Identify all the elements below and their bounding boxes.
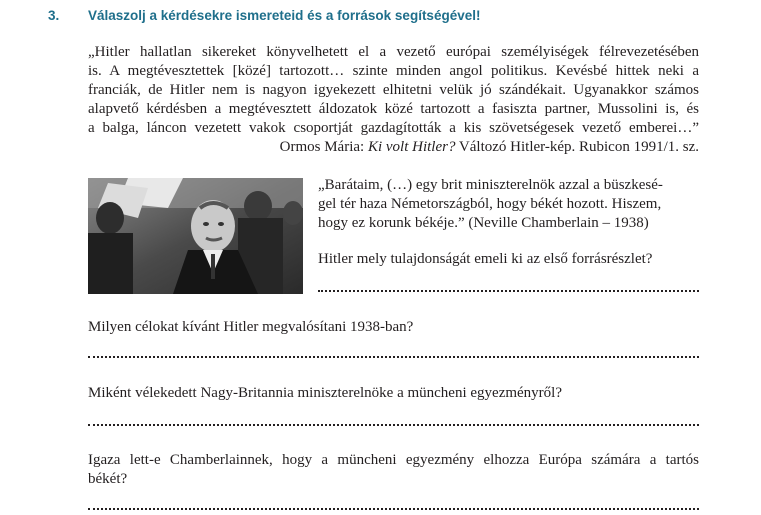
answer-field-4[interactable] <box>88 508 699 510</box>
quote-line: is. A megtévesztettek [közé] tartozott… szinte minden angol politikus. Kevésbé hittek neki a <box>88 63 699 79</box>
question-3: Miként vélekedett Nagy-Britannia miniszterelnöke a müncheni egyezményről? <box>88 385 562 401</box>
quote-line: gel tér haza Németországból, hogy békét hozott. Hiszem, <box>318 196 662 212</box>
source-quote-chamberlain <box>318 176 699 233</box>
question-4 <box>88 451 699 489</box>
citation-author: Ormos Mária: <box>279 139 368 155</box>
answer-field-2[interactable] <box>88 356 699 358</box>
quote-line: alapvető kérdésben a megtévesztett áldozatok közé tartozott a fasiszta partner, Mussolini is, és <box>88 101 699 117</box>
answer-field-1[interactable] <box>318 290 699 292</box>
quote-line: „Hitler hallatlan sikereket könyvelhetett el a vezető európai személyiségek félrevezetésében <box>88 44 699 60</box>
quote-line: „Barátaim, (…) egy brit miniszterelnök azzal a büszkesé- <box>318 177 663 193</box>
question-4-line-1: Igaza lett-e Chamberlainnek, hogy a müncheni egyezmény elhozza Európa számára a tartós <box>88 452 699 468</box>
citation <box>280 138 699 157</box>
chamberlain-photo <box>88 178 303 294</box>
question-2: Milyen célokat kívánt Hitler megvalósítani 1938-ban? <box>88 319 414 335</box>
answer-field-3[interactable] <box>88 424 699 426</box>
question-4-line-2: békét? <box>88 471 128 487</box>
quote-line: a balga, láncon vezetett vakok csoportját gazdagították a kis szövetségesek vezető emberei…” <box>88 120 699 136</box>
task-title: Válaszolj a kérdésekre ismereteid és a források segítségével! <box>88 8 481 23</box>
quote-line: hogy ez korunk békéje.” (Neville Chamberlain – 1938) <box>318 215 649 231</box>
task-number: 3. <box>48 8 60 23</box>
quote-line: franciák, de Hitler nem is nagyon igyekezett elhitetni velük jó szándékait. Ugyanakkor számos <box>88 82 699 98</box>
citation-source: Változó Hitler-kép. Rubicon 1991/1. sz. <box>455 139 699 155</box>
question-1: Hitler mely tulajdonságát emeli ki az első forrásrészlet? <box>318 251 653 267</box>
source-quote-ormos <box>88 43 699 138</box>
citation-title: Ki volt Hitler? <box>367 139 456 155</box>
